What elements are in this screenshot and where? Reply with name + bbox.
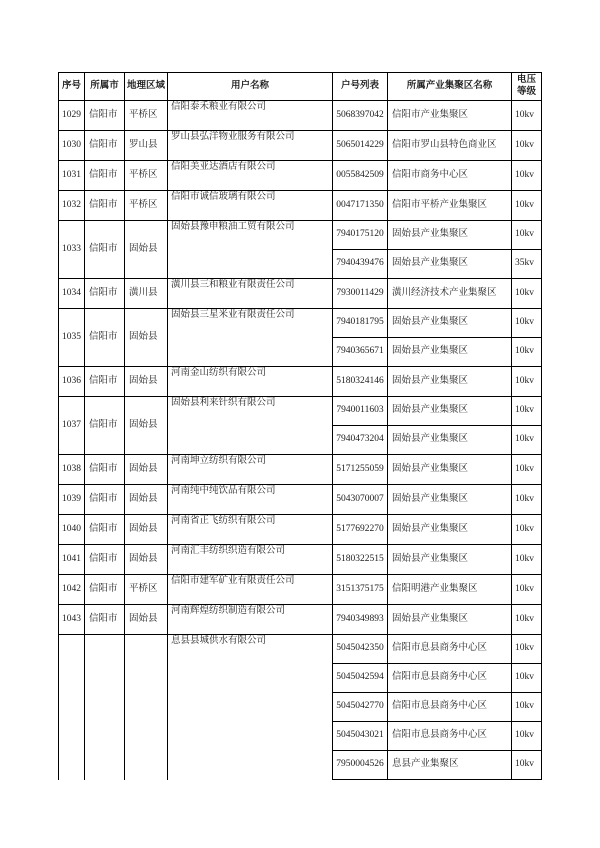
voltage-cell: 10kv: [512, 693, 542, 722]
table-header-row: [59, 73, 542, 101]
city-cell: 信阳市: [85, 191, 125, 221]
seq-cell: 1043: [59, 605, 85, 635]
table-row: [59, 397, 542, 426]
region-cell: 固始县: [125, 397, 168, 455]
seq-cell: 1035: [59, 309, 85, 367]
voltage-cell: 10kv: [512, 131, 542, 161]
city-cell: [85, 635, 125, 780]
user-name-cell: 河南金山纺织有限公司: [168, 367, 333, 397]
cluster-cell: 信阳市产业集聚区: [388, 101, 512, 131]
city-cell: 信阳市: [85, 605, 125, 635]
region-cell: 固始县: [125, 221, 168, 279]
user-name-cell: 信阳美亚达酒店有限公司: [168, 161, 333, 191]
table-row: [59, 635, 542, 664]
seq-cell: 1040: [59, 515, 85, 545]
table-row: [59, 455, 542, 485]
cluster-cell: 固始县产业集聚区: [388, 397, 512, 426]
city-cell: 信阳市: [85, 397, 125, 455]
region-cell: 平桥区: [125, 161, 168, 191]
voltage-cell: 10kv: [512, 397, 542, 426]
account-cell: 7940349893: [333, 605, 388, 635]
voltage-cell: 10kv: [512, 367, 542, 397]
account-cell: 5065014229: [333, 131, 388, 161]
table-row: [59, 575, 542, 605]
city-cell: 信阳市: [85, 575, 125, 605]
city-cell: 信阳市: [85, 101, 125, 131]
table-row: [59, 309, 542, 338]
account-cell: 5043070007: [333, 485, 388, 515]
account-cell: 5180322515: [333, 545, 388, 575]
voltage-cell: 10kv: [512, 309, 542, 338]
header-cell-city: 所属市: [85, 73, 125, 101]
seq-cell: [59, 635, 85, 780]
user-table: [58, 72, 542, 780]
cluster-cell: 信阳市罗山县特色商业区: [388, 131, 512, 161]
user-name-cell: 息县县城供水有限公司: [168, 635, 333, 780]
seq-cell: 1032: [59, 191, 85, 221]
cluster-cell: 固始县产业集聚区: [388, 221, 512, 250]
seq-cell: 1029: [59, 101, 85, 131]
user-name-cell: 河南坤立纺织有限公司: [168, 455, 333, 485]
user-name-cell: 固始县三星米业有限责任公司: [168, 309, 333, 367]
cluster-cell: 信阳明港产业集聚区: [388, 575, 512, 605]
seq-cell: 1039: [59, 485, 85, 515]
account-cell: 5045042594: [333, 664, 388, 693]
region-cell: 平桥区: [125, 101, 168, 131]
account-cell: 7930011429: [333, 279, 388, 309]
table-row: [59, 605, 542, 635]
voltage-cell: 10kv: [512, 426, 542, 455]
city-cell: 信阳市: [85, 515, 125, 545]
cluster-cell: 固始县产业集聚区: [388, 426, 512, 455]
account-cell: 7950004526: [333, 751, 388, 780]
voltage-cell: 10kv: [512, 751, 542, 780]
city-cell: 信阳市: [85, 455, 125, 485]
seq-cell: 1030: [59, 131, 85, 161]
voltage-cell: 10kv: [512, 605, 542, 635]
city-cell: 信阳市: [85, 545, 125, 575]
region-cell: 平桥区: [125, 191, 168, 221]
seq-cell: 1036: [59, 367, 85, 397]
region-cell: 固始县: [125, 545, 168, 575]
cluster-cell: 固始县产业集聚区: [388, 367, 512, 397]
voltage-cell: 10kv: [512, 485, 542, 515]
city-cell: 信阳市: [85, 221, 125, 279]
voltage-cell: 10kv: [512, 575, 542, 605]
region-cell: 固始县: [125, 455, 168, 485]
cluster-cell: 信阳市息县商务中心区: [388, 693, 512, 722]
header-cell-seq: 序号: [59, 73, 85, 101]
cluster-cell: 信阳市息县商务中心区: [388, 635, 512, 664]
user-name-cell: 信阳市建军矿业有限责任公司: [168, 575, 333, 605]
table-row: [59, 279, 542, 309]
voltage-cell: 10kv: [512, 635, 542, 664]
city-cell: 信阳市: [85, 279, 125, 309]
cluster-cell: 信阳市息县商务中心区: [388, 722, 512, 751]
header-cell-user-name: 用户名称: [168, 73, 333, 101]
account-cell: 0047171350: [333, 191, 388, 221]
voltage-cell: 10kv: [512, 101, 542, 131]
account-cell: 7940473204: [333, 426, 388, 455]
user-name-cell: 河南纯中纯饮品有限公司: [168, 485, 333, 515]
cluster-cell: 固始县产业集聚区: [388, 485, 512, 515]
user-name-cell: 潢川县三和粮业有限责任公司: [168, 279, 333, 309]
table-row: [59, 221, 542, 250]
table-row: [59, 485, 542, 515]
account-cell: 5068397042: [333, 101, 388, 131]
region-cell: 潢川县: [125, 279, 168, 309]
account-cell: 3151375175: [333, 575, 388, 605]
voltage-cell: 10kv: [512, 279, 542, 309]
region-cell: 固始县: [125, 309, 168, 367]
user-name-cell: 信阳泰禾粮业有限公司: [168, 101, 333, 131]
seq-cell: 1038: [59, 455, 85, 485]
user-name-cell: 固始县豫申粮油工贸有限公司: [168, 221, 333, 279]
table-row: [59, 101, 542, 131]
cluster-cell: 信阳市平桥产业集聚区: [388, 191, 512, 221]
cluster-cell: 固始县产业集聚区: [388, 545, 512, 575]
account-cell: 7940011603: [333, 397, 388, 426]
user-name-cell: 河南汇丰纺织织造有限公司: [168, 545, 333, 575]
cluster-cell: 固始县产业集聚区: [388, 338, 512, 367]
seq-cell: 1042: [59, 575, 85, 605]
region-cell: 固始县: [125, 367, 168, 397]
cluster-cell: 固始县产业集聚区: [388, 455, 512, 485]
voltage-cell: 10kv: [512, 664, 542, 693]
account-cell: 7940175120: [333, 221, 388, 250]
region-cell: 固始县: [125, 605, 168, 635]
account-cell: 5171255059: [333, 455, 388, 485]
account-cell: 7940439476: [333, 250, 388, 279]
user-name-cell: 罗山县弘洋物业服务有限公司: [168, 131, 333, 161]
account-cell: 5180324146: [333, 367, 388, 397]
city-cell: 信阳市: [85, 161, 125, 191]
seq-cell: 1031: [59, 161, 85, 191]
voltage-cell: 10kv: [512, 191, 542, 221]
user-name-cell: 河南辉煌纺织制造有限公司: [168, 605, 333, 635]
region-cell: 罗山县: [125, 131, 168, 161]
account-cell: 5177692270: [333, 515, 388, 545]
voltage-cell: 10kv: [512, 221, 542, 250]
city-cell: 信阳市: [85, 367, 125, 397]
account-cell: 7940181795: [333, 309, 388, 338]
table-row: [59, 191, 542, 221]
account-cell: 5045042770: [333, 693, 388, 722]
voltage-cell: 10kv: [512, 338, 542, 367]
voltage-cell: 10kv: [512, 545, 542, 575]
cluster-cell: 息县产业集聚区: [388, 751, 512, 780]
header-cell-region: 地理区域: [125, 73, 168, 101]
table-row: [59, 367, 542, 397]
city-cell: 信阳市: [85, 309, 125, 367]
region-cell: [125, 635, 168, 780]
voltage-cell: 10kv: [512, 515, 542, 545]
seq-cell: 1041: [59, 545, 85, 575]
header-cell-cluster-name: 所属产业集聚区名称: [388, 73, 512, 101]
city-cell: 信阳市: [85, 485, 125, 515]
user-name-cell: 固始县利来针织有限公司: [168, 397, 333, 455]
header-cell-account-list: 户号列表: [333, 73, 388, 101]
cluster-cell: 固始县产业集聚区: [388, 515, 512, 545]
account-cell: 0055842509: [333, 161, 388, 191]
cluster-cell: 信阳市息县商务中心区: [388, 664, 512, 693]
seq-cell: 1034: [59, 279, 85, 309]
table-row: [59, 161, 542, 191]
voltage-cell: 10kv: [512, 161, 542, 191]
seq-cell: 1037: [59, 397, 85, 455]
user-name-cell: 河南省正飞纺织有限公司: [168, 515, 333, 545]
table-row: [59, 131, 542, 161]
cluster-cell: 固始县产业集聚区: [388, 309, 512, 338]
region-cell: 固始县: [125, 485, 168, 515]
voltage-cell: 10kv: [512, 455, 542, 485]
cluster-cell: 固始县产业集聚区: [388, 250, 512, 279]
cluster-cell: 固始县产业集聚区: [388, 605, 512, 635]
account-cell: 5045042350: [333, 635, 388, 664]
region-cell: 固始县: [125, 515, 168, 545]
cluster-cell: 信阳市商务中心区: [388, 161, 512, 191]
header-cell-voltage-level: 电压等级: [512, 73, 542, 101]
user-name-cell: 信阳市诚信玻璃有限公司: [168, 191, 333, 221]
voltage-cell: 35kv: [512, 250, 542, 279]
table-row: [59, 545, 542, 575]
city-cell: 信阳市: [85, 131, 125, 161]
voltage-cell: 10kv: [512, 722, 542, 751]
cluster-cell: 潢川经济技术产业集聚区: [388, 279, 512, 309]
table-row: [59, 515, 542, 545]
account-cell: 7940365671: [333, 338, 388, 367]
seq-cell: 1033: [59, 221, 85, 279]
account-cell: 5045043021: [333, 722, 388, 751]
region-cell: 平桥区: [125, 575, 168, 605]
